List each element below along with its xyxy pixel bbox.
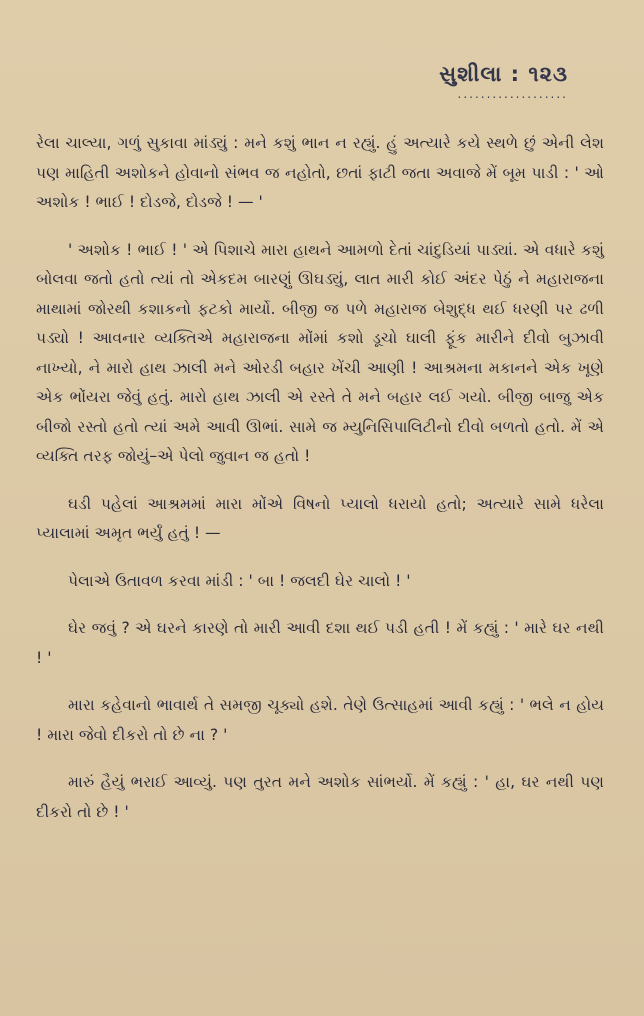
body-text xyxy=(36,129,604,827)
running-head-rule: ................... xyxy=(457,87,568,101)
paragraph-7: મારું હૈયું ભરાઈ આવ્યું. પણ તુરત મને અશોક સાંભર્યો. મેં કહ્યું : ' હા, ઘર નથી પણ દીકરો તો છે ! ' xyxy=(36,773,604,821)
paragraph-6: મારા કહેવાનો ભાવાર્થ તે સમજી ચૂક્યો હશે. તેણે ઉત્સાહમાં આવી કહ્યું : ' ભલે ન હોય ! મારા જેવો દીકરો તો છે ના ? ' xyxy=(36,696,604,744)
running-head: સુશીલા : ૧૨૩ xyxy=(439,62,568,86)
paragraph-5: ઘેર જવું ? એ ઘરને કારણે તો મારી આવી દશા થઈ પડી હતી ! મેં કહ્યું : ' મારે ઘર નથી ! ' xyxy=(36,619,604,667)
paragraph-4: પેલાએ ઉતાવળ કરવા માંડી : ' બા ! જલદી ઘેર ચાલો ! ' xyxy=(68,571,411,590)
paragraph-1: રેલા ચાલ્યા, ગળું સુકાવા માંડ્યું : મને કશું ભાન ન રહ્યું. હું અત્યારે કયે સ્થળે છું એની લેશ પણ માહિતી અશોકને હોવાનો સંભવ જ નહોતો, છતાં ફાટી જતા અવાજે મેં બૂમ પાડી : ' ઓ અશોક ! ભાઈ ! દોડજે, દોડજે ! — ' xyxy=(36,134,604,211)
paragraph-2: ' અશોક ! ભાઈ ! ' એ પિશાચે મારા હાથને આમળો દેતાં ચાંદુડિયાં પાડ્યાં. એ વધારે કશું બોલવા જતો હતો ત્યાં તો એકદમ બારણું ઊઘડ્યું, લાત મારી કોઈ અંદર પેઠું ને મહારાજના માથામાં જોરથી કશાકનો ફટકો માર્યો. બીજી જ પળે મહારાજ બેશુદ્ધ થઈ ધરણી પર ઢળી પડ્યો ! આવનાર વ્યક્તિએ મહારાજના મોંમાં કશો ડૂચો ઘાલી ફૂંક મારીને દીવો બુઝાવી નાખ્યો, ને મારો હાથ ઝાલી મને ઓરડી બહાર ખેંચી આણી ! આશ્રમના મકાનને એક ખૂણે એક ભોંયરા જેવું હતું. મારો હાથ ઝાલી એ રસ્તે તે મને બહાર લઈ ગયો. બીજી બાજુ એક બીજો રસ્તો હતો ત્યાં અમે આવી ઊભાં. સામે જ મ્યુનિસિપાલિટીનો દીવો બળતો હતો. મેં એ વ્યક્તિ તરફ જોયું–એ પેલો જુવાન જ હતો ! xyxy=(36,240,604,465)
paragraph-3: ઘડી પહેલાં આશ્રમમાં મારા મોંએ વિષનો પ્યાલો ધરાયો હતો; અત્યારે સામે ધરેલા પ્યાલામાં અમૃત ભર્યું હતું ! — xyxy=(36,494,604,542)
